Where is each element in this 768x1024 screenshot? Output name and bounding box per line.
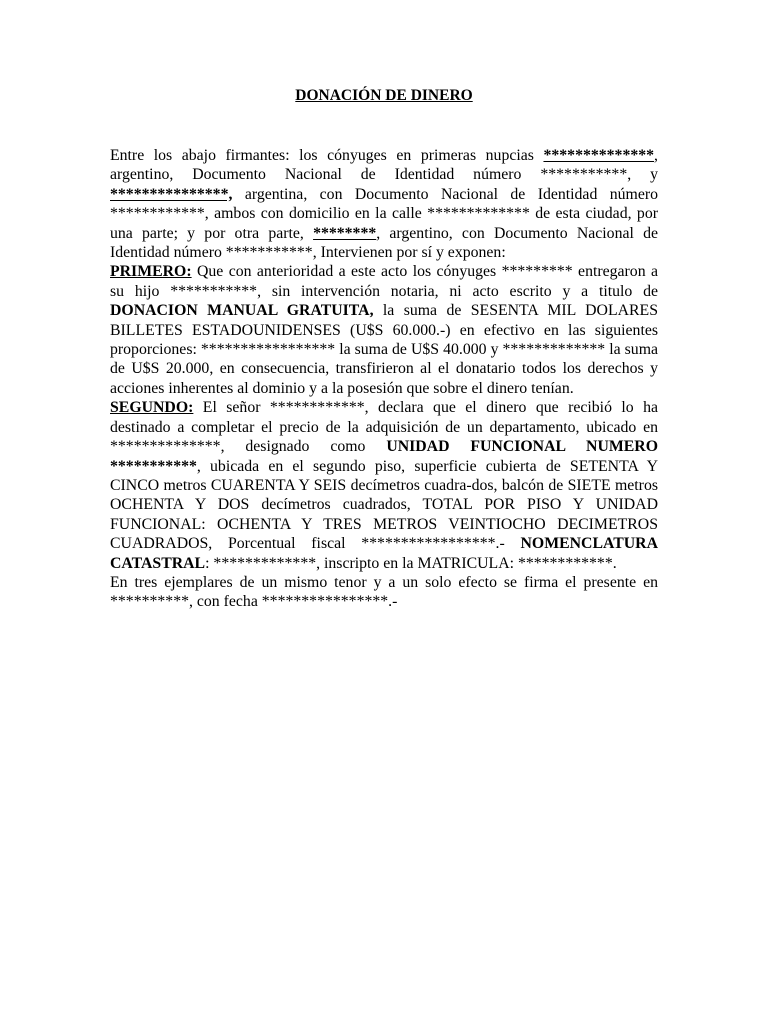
segundo-text-3: : *************, inscripto en la MATRICULA: ************. [205,554,617,572]
intro-text-1: Entre los abajo firmantes: los cónyuges en primeras nupcias [110,147,544,164]
primero-text-1: Que con anterioridad a este acto los cónyuges ********* entregaron a su hijo ***********, sin intervención notaria, ni acto escrito y a titulo de [110,263,658,300]
document-title: DONACIÓN DE DINERO [295,87,473,104]
segundo-bold-1: UNIDAD FUNCIONAL NUMERO *********** [110,438,658,475]
document-body [110,146,658,612]
segundo-bold-2: NOMENCLATURA CATASTRAL [110,535,658,572]
closing-paragraph: En tres ejemplares de un mismo tenor y a un solo efecto se firma el presente en **********, con fecha ****************.- [110,573,658,611]
primero-bold-1: DONACION MANUAL GRATUITA, [110,302,374,320]
segundo-paragraph [110,398,658,573]
segundo-text-2: , ubicada en el segundo piso, superficie cubierta de SETENTA Y CINCO metros CUARENTA Y SEIS decímetros cuadra-dos, balcón de SIETE metros OCHENTA Y DOS decímetros cuadrados, TOTAL POR PISO Y UNIDAD FUNCIONAL: OCHENTA Y TRES METROS VEINTIOCHO DECIMETROS CUADRADOS, Porcentual fiscal *****************.- [110,457,658,553]
primero-text-2: la suma de SESENTA MIL DOLARES BILLETES ESTADOUNIDENSES (U$S 60.000.-) en efectivo en las siguientes proporciones: ***************** la suma de U$S 40.000 y ************* la suma de U$S 20.000, en consecuencia, transfirieron al el donatario todos los derechos y acciones inherentes al dominio y a la posesión que sobre el dinero tenían. [110,302,658,397]
spouse-name-1: ************** [543,147,655,164]
intro-paragraph [110,146,658,262]
intro-text-3: argentina, con Documento Nacional de Identidad número ************, ambos con domicilio en la calle ************* de esta ciudad, por una parte; y por otra parte, [110,185,658,242]
intro-text-2: , argentino, Documento Nacional de Identidad número ***********, y [110,147,658,184]
primero-heading: PRIMERO: [110,263,192,281]
donee-name: ******** [313,224,377,242]
segundo-text-1: El señor ************, declara que el dinero que recibió lo ha destinado a completar el precio de la adquisición de un departamento, ubicado en **************, designado como [110,399,658,456]
spouse-name-2: ***************, [110,185,233,203]
primero-paragraph [110,262,658,398]
segundo-heading: SEGUNDO: [110,399,194,417]
intro-text-4: , argentino, con Documento Nacional de Identidad número ***********, Intervienen por sí y exponen: [110,224,658,262]
